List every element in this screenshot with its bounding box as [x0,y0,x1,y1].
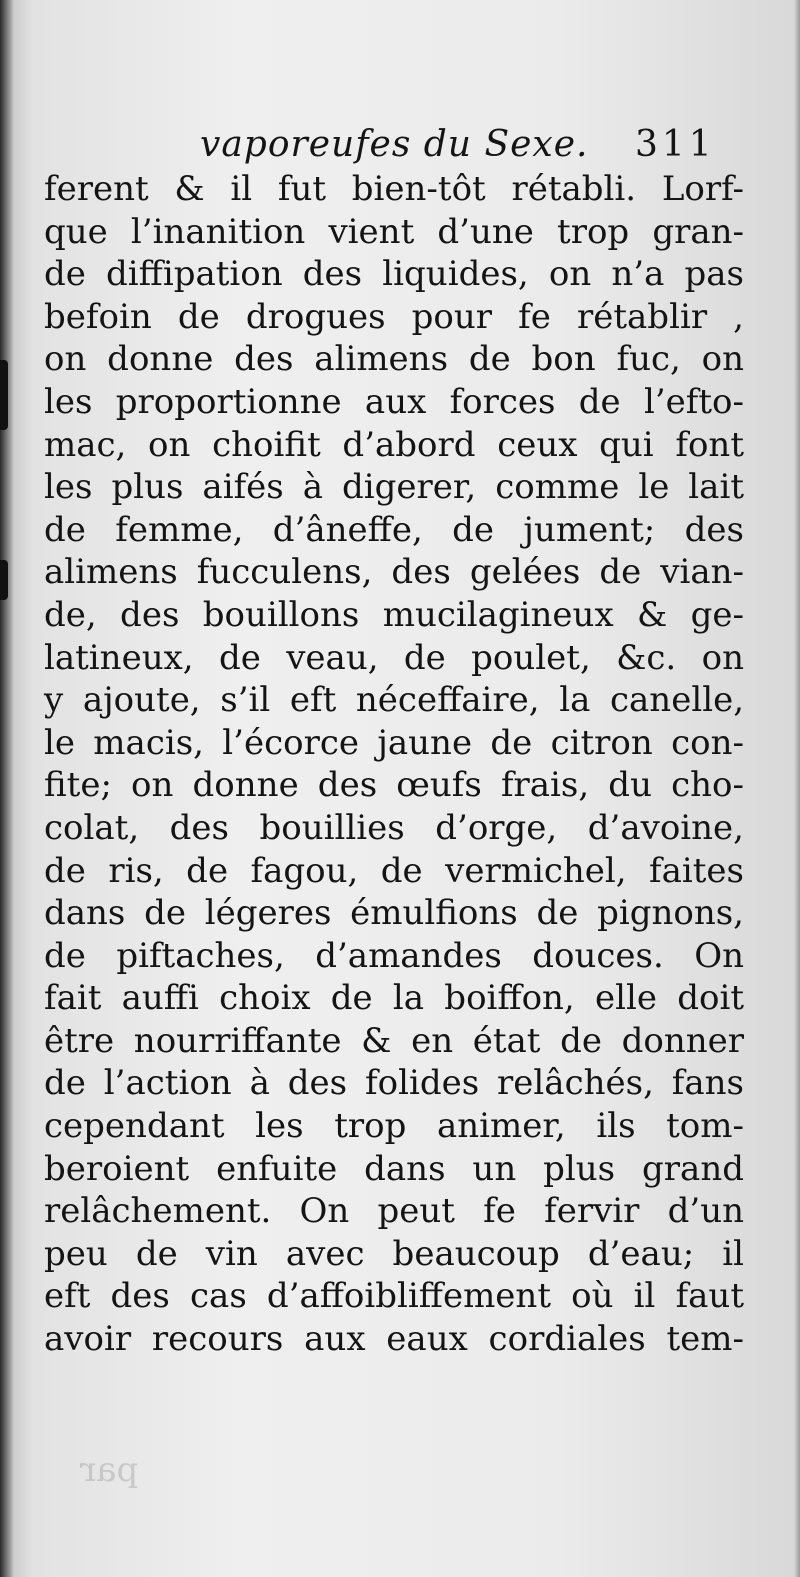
text-line: alimens fucculens, des gelées de vian- [44,552,744,593]
text-line: les proportionne aux forces de l’efto- [44,381,744,422]
text-line: fait auffi choix de la boiffon, elle doit [44,978,744,1019]
text-line: de l’action à des folides relâchés, fans [44,1063,744,1104]
text-line: de femme, d’âneffe, de jument; des [44,509,744,550]
text-line: colat, des bouillies d’orge, d’avoine, [44,807,744,848]
text-line: cependant les trop animer, ils tom- [44,1106,744,1147]
text-line: fite; on donne des œufs frais, du cho- [44,765,744,806]
text-line: le macis, l’écorce jaune de citron con- [44,722,744,763]
text-line: ferent & il fut bien-tôt rétabli. Lorf- [44,169,744,209]
text-line: beroient enfuite dans un plus grand [44,1148,744,1189]
text-line: relâchement. On peut fe fervir d’un [44,1191,744,1232]
text-line: latineux, de veau, de poulet, &c. on [44,637,744,678]
text-line: befoin de drogues pour fe rétablir , [44,296,744,337]
spine-mark [0,560,8,600]
text-line: peu de vin avec beaucoup d’eau; il [44,1233,744,1274]
text-line: dans de légeres émulfions de pignons, [44,893,744,934]
page-edge [794,0,800,1577]
text-line: on donne des alimens de bon fuc, on [44,339,744,380]
text-line: être nourriffante & en état de donner [44,1020,744,1061]
text-line: mac, on choifit d’abord ceux qui font [44,424,744,465]
text-line: que l’inanition vient d’une trop gran- [44,211,744,252]
text-line: de diffipation des liquides, on n’a pas [44,254,744,295]
text-line: de, des bouillons mucilagineux & ge- [44,594,744,635]
bleed-through-text: par [80,1450,139,1490]
text-line: de ris, de fagou, de vermichel, faites [44,850,744,891]
body-text [44,168,744,1361]
text-line: avoir recours aux eaux cordiales tem- [44,1319,744,1360]
text-line: eft des cas d’affoibliffement où il faut [44,1276,744,1317]
page-number: 311 [635,124,716,165]
text-line: de piftaches, d’amandes douces. On [44,935,744,976]
text-line: y ajoute, s’il eft néceffaire, la canelle, [44,680,744,721]
running-title: vaporeufes du Sexe. [200,124,589,165]
text-line: les plus aifés à digerer, comme le lait [44,467,744,508]
spine-mark [0,360,8,430]
binding-shadow [0,0,14,1577]
